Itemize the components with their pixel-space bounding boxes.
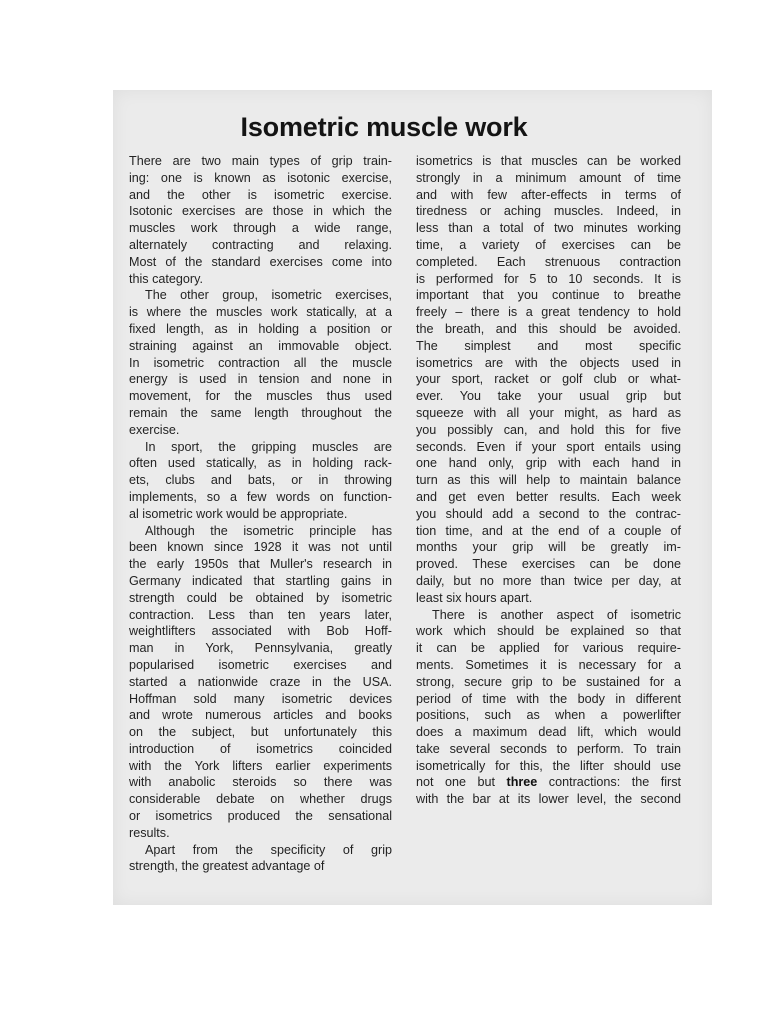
text-line: least six hours apart. (416, 590, 533, 605)
text-line: tion time, and at the end of a couple of (416, 523, 681, 538)
text-line: Hoffman sold many isometric devices (129, 691, 392, 706)
right-text-column (416, 153, 681, 808)
text-line: on the subject, but unfortunately this (129, 725, 392, 740)
text-line: implements, so a few words on function- (129, 489, 392, 504)
text-line: al isometric work would be appropriate. (129, 506, 348, 521)
text-line: time, a variety of exercises can be (416, 237, 681, 252)
text-line: you possibly can, and hold this for five (416, 422, 681, 437)
text-line: The simplest and most specific (416, 338, 681, 353)
text-line: There is another aspect of isometric (432, 607, 681, 622)
bold-word: three (506, 775, 538, 790)
text-line: Although the isometric principle has (145, 523, 392, 538)
text-line: introduction of isometrics coincided (129, 741, 392, 756)
text-line: tiredness or aching muscles. Indeed, in (416, 204, 681, 219)
text-line: squeeze with all your might, as hard as (416, 405, 681, 420)
left-text-column (129, 153, 392, 875)
text-line: strong, secure grip to be sustained for a (416, 674, 681, 689)
text-line: started a nationwide craze in the USA. (129, 674, 392, 689)
text-line: the early 1950s that Muller's research in (129, 557, 392, 572)
text-fragment: not one but (416, 775, 507, 790)
text-line: strength, the greatest advantage of (129, 859, 325, 874)
text-line: In isometric contraction all the muscle (129, 355, 392, 370)
text-line-emphasis (416, 774, 681, 791)
text-line: freely – there is a great tendency to hold (416, 305, 681, 320)
text-line: it can be applied for various require- (416, 641, 681, 656)
text-line: strength could be obtained by isometric (129, 590, 392, 605)
text-line: with the bar at its lower level, the second (416, 792, 681, 807)
text-line: does a maximum dead lift, which would (416, 725, 681, 740)
text-line: work which should be explained so that (416, 624, 681, 639)
text-line: months your grip will be greatly im- (416, 540, 681, 555)
text-line: There are two main types of grip train- (129, 154, 392, 168)
text-line: important that you continue to breathe (416, 288, 681, 303)
text-line: the breath, and this should be avoided. (416, 321, 681, 336)
text-line: with the York lifters earlier experiments (129, 758, 392, 773)
text-line: results. (129, 825, 170, 840)
text-line: you should add a second to the contrac- (416, 506, 681, 521)
text-line: and wrote numerous articles and books (129, 708, 392, 723)
text-line: remain the same length throughout the (129, 405, 392, 420)
text-line: alternately contracting and relaxing. (129, 237, 392, 252)
text-line: strongly in a minimum amount of time (416, 170, 681, 185)
text-line: seconds. Even if your sport entails using (416, 439, 681, 454)
text-line: exercise. (129, 422, 180, 437)
text-line: completed. Each strenuous contraction (416, 254, 681, 269)
page-title: Isometric muscle work (240, 112, 528, 142)
text-line: and with few after-effects in terms of (416, 187, 681, 202)
text-line: movement, for the muscles thus used (129, 389, 392, 404)
text-line: take several seconds to perform. To train (416, 741, 681, 756)
text-line: Isotonic exercises are those in which the (129, 204, 392, 219)
text-line: weightlifters associated with Bob Hoff- (129, 624, 392, 639)
text-line: man in York, Pennsylvania, greatly (129, 641, 392, 656)
text-line: and get even better results. Each week (416, 489, 681, 504)
text-line: ments. Sometimes it is necessary for a (416, 657, 681, 672)
text-line: been known since 1928 it was not until (129, 540, 392, 555)
text-line: your sport, racket or golf club or what- (416, 372, 681, 387)
text-line: this category. (129, 271, 203, 286)
text-line: often used statically, as in holding rack- (129, 456, 392, 471)
text-line: one hand only, grip with each hand in (416, 456, 681, 471)
text-line: is performed for 5 to 10 seconds. It is (416, 271, 681, 286)
text-line: isometrics is that muscles can be worked (416, 154, 681, 168)
text-line: contraction. Less than ten years later, (129, 607, 392, 622)
text-line: Most of the standard exercises come into (129, 254, 392, 269)
text-line: popularised isometric exercises and (129, 657, 392, 672)
text-line: with anabolic steroids so there was (129, 775, 392, 790)
text-line: ing: one is known as isotonic exercise, (129, 170, 392, 185)
text-line: or isometrics produced the sensational (129, 809, 392, 824)
text-line: fixed length, as in holding a position or (129, 321, 392, 336)
text-line: ets, clubs and bats, or in throwing (129, 473, 392, 488)
text-line: Apart from the specificity of grip (145, 842, 392, 857)
text-line: In sport, the gripping muscles are (145, 439, 392, 454)
text-line: muscles work through a wide range, (129, 221, 392, 236)
text-line: positions, such as when a powerlifter (416, 708, 681, 723)
text-fragment: contractions: the first (537, 775, 681, 790)
text-line: isometrics are with the objects used in (416, 355, 681, 370)
text-line: energy is used in tension and none in (129, 372, 392, 387)
text-line: ever. You take your usual grip but (416, 389, 681, 404)
text-line: proved. These exercises can be done (416, 557, 681, 572)
text-line: considerable debate on whether drugs (129, 792, 392, 807)
text-line: and the other is isometric exercise. (129, 187, 392, 202)
text-line: is where the muscles work statically, at a (129, 305, 392, 320)
text-line: less than a total of two minutes working (416, 221, 681, 236)
text-line: isometrically for this, the lifter should use (416, 758, 681, 773)
text-line: straining against an immovable object. (129, 338, 392, 353)
text-line: period of time with the body in different (416, 691, 681, 706)
text-line: daily, but no more than twice per day, at (416, 573, 681, 588)
text-line: Germany indicated that startling gains in (129, 573, 392, 588)
text-line: The other group, isometric exercises, (145, 288, 392, 303)
text-line: turn as this will help to maintain balance (416, 473, 681, 488)
